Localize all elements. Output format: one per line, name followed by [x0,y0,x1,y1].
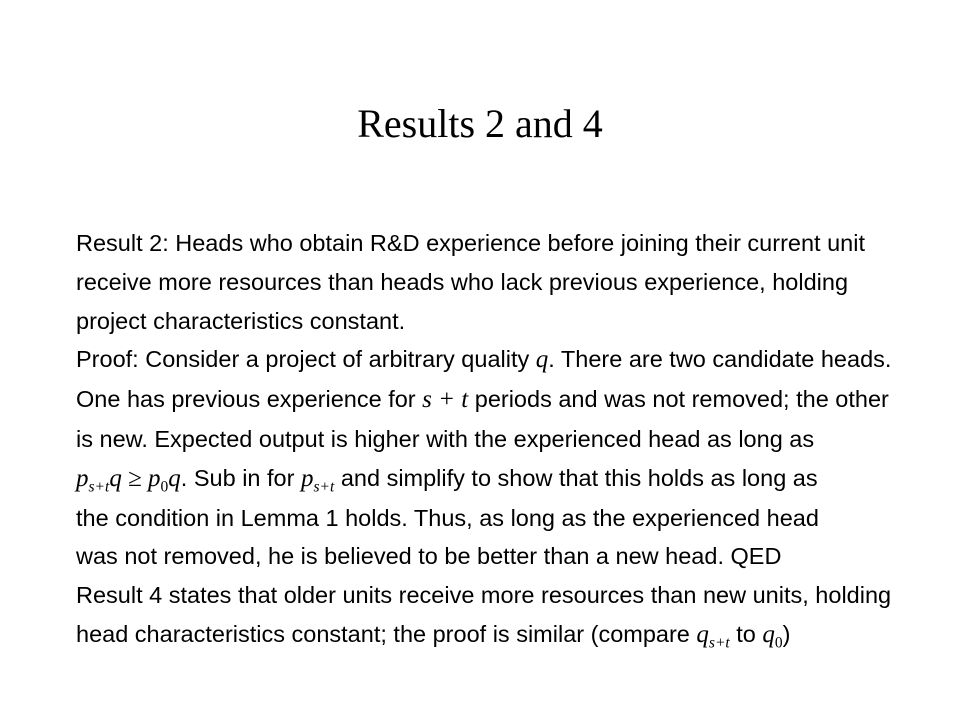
body-line-9: was not removed, he is believed to be better than a new head. QED [76,543,782,570]
body-line-11 [76,615,936,655]
math-s-plus-t: s + t [422,386,469,414]
line-11-post: ) [782,620,791,647]
body-line-10: Result 4 states that older units receive more resources than new units, holding [76,582,892,609]
line-7-post: and simplify to show that this holds as long as [334,464,818,491]
line-11-pre: head characteristics constant; the proof is similar (compare [76,620,697,647]
body-line-2: receive more resources than heads who lack previous experience, holding [76,268,849,295]
math-inequality: $p_{s+t}q \ge p_0q$ [76,464,181,496]
body-line-7 [76,459,936,499]
math-q: q [535,346,549,374]
line-4-post: . There are two candidate heads. [548,346,892,373]
line-5-post: periods and was not removed; the other [468,386,889,413]
math-q-0: $q_0$ [762,620,783,652]
math-q-s-plus-t: $q_{s+t}$ [696,620,730,652]
body-line-5 [76,380,936,420]
line-11-mid: to [729,620,763,647]
line-7-mid: . Sub in for [180,464,301,491]
slide-body [76,224,936,655]
slide-title: Results 2 and 4 [357,101,603,146]
body-line-3: project characteristics constant. [76,307,406,334]
body-line-6: is new. Expected output is higher with the experienced head as long as [76,425,815,452]
body-line-1: Result 2: Heads who obtain R&D experience before joining their current unit [76,230,865,256]
line-4-pre: Proof: Consider a project of arbitrary quality [76,346,536,373]
body-line-4 [76,340,936,380]
line-5-pre: One has previous experience for [76,386,423,413]
math-p-s-plus-t: $p_{s+t}$ [300,464,335,496]
body-line-8: the condition in Lemma 1 holds. Thus, as long as the experienced head [76,504,819,531]
